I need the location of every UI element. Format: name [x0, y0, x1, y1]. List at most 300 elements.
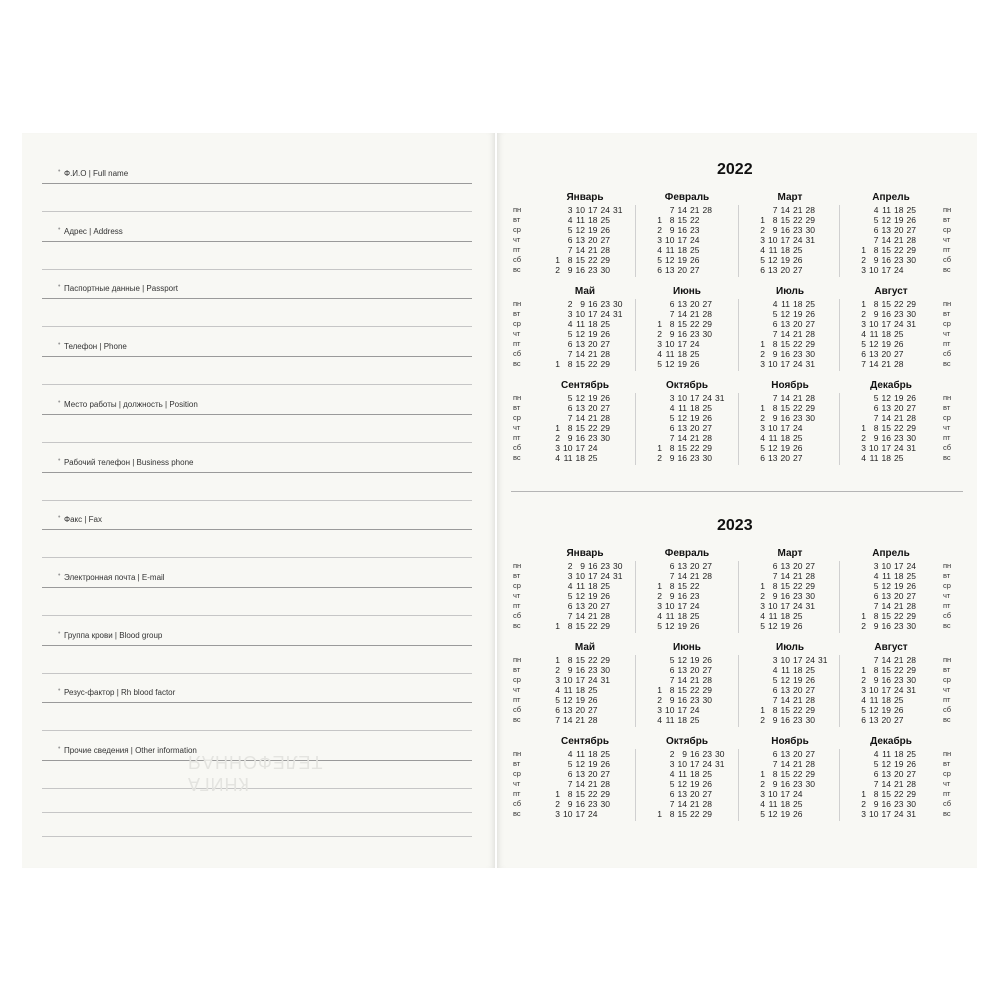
- day-cell: 22: [894, 423, 904, 433]
- write-line[interactable]: [42, 183, 472, 184]
- day-cell: 25: [690, 349, 700, 359]
- day-cell: 11: [576, 749, 585, 759]
- day-cell: 26: [702, 413, 712, 423]
- day-cell: [548, 235, 561, 245]
- day-cell: [916, 769, 929, 779]
- day-cell: 26: [702, 655, 712, 665]
- month-name: Апрель: [872, 548, 910, 559]
- day-cell: 29: [906, 611, 916, 621]
- day-cell: 31: [818, 655, 828, 665]
- day-cell: 24: [600, 571, 610, 581]
- day-cell: 9: [873, 621, 879, 631]
- day-cell: [700, 621, 713, 631]
- day-cell: 25: [906, 571, 916, 581]
- day-cell: [700, 215, 713, 225]
- day-cell: [598, 809, 611, 819]
- day-cell: 1: [760, 705, 765, 715]
- day-cell: 3: [657, 339, 662, 349]
- month-name: Декабрь: [870, 380, 912, 391]
- weekday-label: вс: [513, 359, 521, 368]
- day-cell: 6: [555, 705, 560, 715]
- day-cell: [815, 665, 828, 675]
- day-cell: 21: [793, 695, 803, 705]
- day-cell: 1: [760, 339, 765, 349]
- weekday-label: ср: [513, 413, 521, 422]
- month-name: Ноябрь: [771, 736, 809, 747]
- write-line[interactable]: [42, 730, 472, 731]
- day-cell: 4: [555, 453, 560, 463]
- day-cell: 1: [555, 655, 560, 665]
- day-cell: 18: [690, 403, 700, 413]
- day-cell: [854, 403, 867, 413]
- day-cell: 29: [805, 215, 815, 225]
- day-cell: 18: [780, 611, 790, 621]
- day-cell: 19: [677, 359, 687, 369]
- day-cell: 27: [906, 769, 916, 779]
- day-cell: [598, 695, 611, 705]
- day-cell: [916, 423, 929, 433]
- weekday-label: чт: [943, 779, 951, 788]
- day-cell: [803, 809, 816, 819]
- day-cell: 12: [677, 413, 687, 423]
- day-cell: [548, 759, 561, 769]
- day-cell: 2: [657, 225, 662, 235]
- day-cell: 13: [881, 225, 891, 235]
- day-cell: 2: [555, 799, 560, 809]
- day-cell: [548, 561, 561, 571]
- day-cell: 24: [588, 809, 598, 819]
- day-cell: 14: [881, 779, 891, 789]
- day-cell: [854, 581, 867, 591]
- month-name: Октябрь: [666, 380, 708, 391]
- day-cell: 7: [873, 779, 879, 789]
- write-line[interactable]: [42, 298, 472, 299]
- column-separator: [738, 749, 739, 821]
- day-cell: 21: [588, 349, 598, 359]
- day-cell: 26: [600, 591, 610, 601]
- day-cell: [610, 611, 623, 621]
- month-grid: [841, 205, 941, 275]
- day-cell: 25: [690, 611, 700, 621]
- day-cell: 1: [657, 319, 662, 329]
- write-line[interactable]: [42, 356, 472, 357]
- day-cell: 11: [869, 453, 879, 463]
- day-cell: [610, 245, 623, 255]
- weekday-label: ср: [943, 581, 951, 590]
- day-cell: 23: [793, 591, 803, 601]
- day-cell: 28: [600, 349, 610, 359]
- field-label: • Ф.И.О | Full name: [64, 169, 128, 178]
- day-cell: 19: [780, 255, 790, 265]
- day-cell: [548, 299, 561, 309]
- weekday-label: сб: [513, 705, 522, 714]
- day-cell: 2: [555, 665, 560, 675]
- write-line[interactable]: [42, 529, 472, 530]
- day-cell: [753, 749, 766, 759]
- day-cell: 1: [861, 789, 866, 799]
- day-cell: [803, 433, 816, 443]
- day-cell: [610, 581, 623, 591]
- day-cell: 15: [881, 611, 891, 621]
- column-separator: [635, 393, 636, 465]
- day-cell: 28: [805, 759, 815, 769]
- write-line[interactable]: [42, 384, 472, 385]
- day-cell: 1: [760, 403, 765, 413]
- month-block: [841, 379, 941, 463]
- day-cell: 21: [588, 779, 598, 789]
- write-line[interactable]: [42, 211, 472, 212]
- weekday-labels-right: [943, 749, 961, 819]
- day-cell: 27: [793, 265, 803, 275]
- day-cell: 27: [702, 789, 712, 799]
- day-cell: [712, 443, 725, 453]
- day-cell: 7: [669, 799, 675, 809]
- day-cell: 7: [772, 695, 778, 705]
- day-cell: [712, 789, 725, 799]
- day-cell: [916, 255, 929, 265]
- weekday-label: чт: [943, 329, 951, 338]
- day-cell: 1: [555, 789, 560, 799]
- day-cell: [916, 759, 929, 769]
- day-cell: [815, 393, 828, 403]
- day-cell: 17: [575, 809, 585, 819]
- day-cell: 3: [657, 705, 662, 715]
- day-cell: 22: [894, 245, 904, 255]
- day-cell: 25: [906, 205, 916, 215]
- day-cell: 5: [772, 675, 778, 685]
- day-cell: 13: [575, 769, 585, 779]
- day-cell: [610, 621, 623, 631]
- day-cell: 18: [575, 685, 585, 695]
- day-cell: 7: [772, 329, 778, 339]
- day-cell: [610, 715, 623, 725]
- day-cell: 4: [669, 403, 675, 413]
- day-cell: 14: [575, 779, 585, 789]
- month-grid: [740, 749, 840, 819]
- day-cell: 24: [690, 601, 700, 611]
- day-cell: [610, 705, 623, 715]
- day-cell: [916, 215, 929, 225]
- month-name: Февраль: [664, 192, 710, 203]
- month-block: [740, 547, 840, 631]
- day-cell: [610, 403, 623, 413]
- day-cell: 23: [600, 561, 610, 571]
- day-cell: 26: [600, 225, 610, 235]
- day-cell: [712, 769, 725, 779]
- day-cell: [610, 655, 623, 665]
- day-cell: [598, 705, 611, 715]
- day-cell: 30: [906, 621, 916, 631]
- write-line[interactable]: [42, 812, 472, 813]
- day-cell: [815, 265, 828, 275]
- day-cell: [548, 349, 561, 359]
- day-cell: 19: [690, 655, 700, 665]
- day-cell: 20: [793, 685, 803, 695]
- day-cell: 20: [690, 561, 700, 571]
- day-cell: 25: [793, 433, 803, 443]
- day-cell: 15: [677, 581, 687, 591]
- write-line[interactable]: [42, 645, 472, 646]
- day-cell: 28: [805, 571, 815, 581]
- write-line[interactable]: [42, 836, 472, 837]
- month-grid: [637, 749, 737, 819]
- day-cell: 18: [677, 715, 687, 725]
- day-cell: [916, 749, 929, 759]
- day-cell: [610, 225, 623, 235]
- day-cell: 5: [873, 215, 879, 225]
- day-cell: [700, 611, 713, 621]
- day-cell: 27: [805, 561, 815, 571]
- month-name: Август: [874, 286, 908, 297]
- write-line[interactable]: [42, 673, 472, 674]
- write-line[interactable]: [42, 472, 472, 473]
- day-cell: 18: [793, 299, 803, 309]
- write-line[interactable]: [42, 702, 472, 703]
- write-line[interactable]: [42, 788, 472, 789]
- day-cell: [803, 789, 816, 799]
- day-cell: 20: [780, 265, 790, 275]
- day-cell: 8: [772, 581, 778, 591]
- day-cell: 24: [588, 675, 598, 685]
- day-cell: [815, 759, 828, 769]
- day-cell: [598, 715, 611, 725]
- day-cell: 20: [588, 769, 598, 779]
- day-cell: 28: [894, 359, 904, 369]
- day-cell: [803, 799, 816, 809]
- write-line[interactable]: [42, 414, 472, 415]
- day-cell: 29: [805, 403, 815, 413]
- day-cell: [916, 205, 929, 215]
- day-cell: 22: [793, 769, 803, 779]
- day-cell: [712, 235, 725, 245]
- day-cell: 12: [881, 759, 891, 769]
- day-cell: 19: [881, 705, 891, 715]
- day-cell: 4: [772, 299, 778, 309]
- day-cell: 24: [793, 601, 803, 611]
- day-cell: 28: [906, 655, 916, 665]
- month-grid: [637, 205, 737, 275]
- day-cell: 17: [677, 339, 687, 349]
- day-cell: 23: [894, 309, 904, 319]
- day-cell: [712, 319, 725, 329]
- day-cell: [854, 413, 867, 423]
- day-cell: 16: [881, 309, 891, 319]
- day-cell: 21: [793, 393, 803, 403]
- weekday-label: пн: [513, 205, 522, 214]
- day-cell: [815, 591, 828, 601]
- day-cell: 11: [768, 611, 778, 621]
- day-cell: 28: [702, 309, 712, 319]
- day-cell: 7: [873, 655, 879, 665]
- day-cell: [815, 601, 828, 611]
- weekday-labels-left: [513, 561, 531, 631]
- weekday-label: вс: [943, 453, 951, 462]
- day-cell: 15: [780, 581, 790, 591]
- month-grid: [740, 561, 840, 631]
- day-cell: 30: [805, 349, 815, 359]
- day-cell: 22: [894, 789, 904, 799]
- day-cell: 16: [881, 433, 891, 443]
- day-cell: 30: [906, 309, 916, 319]
- weekday-label: пн: [943, 299, 952, 308]
- day-cell: [815, 581, 828, 591]
- day-cell: 3: [760, 789, 765, 799]
- day-cell: 24: [894, 265, 904, 275]
- day-cell: 4: [567, 319, 573, 329]
- day-cell: [815, 749, 828, 759]
- day-cell: 25: [906, 749, 916, 759]
- day-cell: 19: [894, 215, 904, 225]
- day-cell: [610, 809, 623, 819]
- field-label: • Телефон | Phone: [64, 342, 127, 351]
- day-cell: 3: [861, 265, 866, 275]
- write-line[interactable]: [42, 442, 472, 443]
- day-cell: [803, 265, 816, 275]
- day-cell: 17: [588, 309, 598, 319]
- day-cell: 18: [780, 245, 790, 255]
- day-cell: 14: [780, 695, 790, 705]
- day-cell: 8: [669, 685, 675, 695]
- month-name: Март: [777, 548, 803, 559]
- day-cell: 27: [894, 349, 904, 359]
- day-cell: 11: [869, 329, 879, 339]
- day-cell: 19: [588, 759, 598, 769]
- day-cell: 4: [760, 611, 765, 621]
- day-cell: 26: [906, 393, 916, 403]
- day-cell: 1: [657, 215, 662, 225]
- day-cell: 17: [575, 675, 585, 685]
- day-cell: 9: [669, 453, 675, 463]
- day-cell: 3: [669, 393, 675, 403]
- day-cell: 6: [669, 561, 675, 571]
- month-grid: [637, 299, 737, 369]
- day-cell: [700, 265, 713, 275]
- write-line[interactable]: [42, 557, 472, 558]
- day-cell: 29: [906, 423, 916, 433]
- write-line[interactable]: [42, 269, 472, 270]
- day-cell: 23: [894, 799, 904, 809]
- day-cell: 13: [780, 319, 790, 329]
- month-grid: [535, 393, 635, 463]
- write-line[interactable]: [42, 241, 472, 242]
- day-cell: 1: [760, 581, 765, 591]
- weekday-label: пн: [513, 561, 522, 570]
- day-cell: [753, 695, 766, 705]
- day-cell: [815, 685, 828, 695]
- day-cell: 18: [881, 453, 891, 463]
- write-line[interactable]: [42, 615, 472, 616]
- day-cell: 7: [669, 205, 675, 215]
- day-cell: 26: [906, 759, 916, 769]
- day-cell: 27: [805, 685, 815, 695]
- weekday-label: чт: [943, 685, 951, 694]
- day-cell: [610, 769, 623, 779]
- weekday-label: пн: [943, 561, 952, 570]
- day-cell: 19: [690, 779, 700, 789]
- day-cell: 15: [881, 665, 891, 675]
- day-cell: 6: [567, 403, 573, 413]
- day-cell: 14: [780, 759, 790, 769]
- day-cell: [916, 611, 929, 621]
- day-cell: [904, 349, 917, 359]
- day-cell: 6: [760, 453, 765, 463]
- weekday-label: вс: [513, 621, 521, 630]
- day-cell: 8: [669, 319, 675, 329]
- month-name: Сентябрь: [561, 380, 609, 391]
- day-cell: [610, 235, 623, 245]
- day-cell: 14: [575, 245, 585, 255]
- day-cell: 15: [780, 705, 790, 715]
- write-line[interactable]: [42, 326, 472, 327]
- month-name: Сентябрь: [561, 736, 609, 747]
- day-cell: 21: [690, 799, 700, 809]
- day-cell: 12: [575, 393, 585, 403]
- day-cell: 8: [567, 621, 573, 631]
- day-cell: 5: [861, 705, 866, 715]
- day-cell: 13: [575, 403, 585, 413]
- day-cell: [916, 265, 929, 275]
- year-title: 2023: [717, 517, 753, 534]
- day-cell: 24: [894, 443, 904, 453]
- day-cell: [650, 759, 663, 769]
- write-line[interactable]: [42, 500, 472, 501]
- day-cell: 11: [882, 749, 891, 759]
- day-cell: [854, 393, 867, 403]
- day-cell: 11: [665, 611, 675, 621]
- day-cell: 1: [657, 443, 662, 453]
- day-cell: 4: [861, 695, 866, 705]
- weekday-label: вс: [513, 715, 521, 724]
- weekday-label: вс: [513, 265, 521, 274]
- day-cell: [610, 675, 623, 685]
- day-cell: [815, 695, 828, 705]
- day-cell: 18: [588, 749, 598, 759]
- day-cell: 3: [657, 601, 662, 611]
- day-cell: 29: [906, 789, 916, 799]
- day-cell: 7: [772, 393, 778, 403]
- write-line[interactable]: [42, 587, 472, 588]
- month-grid: [841, 299, 941, 369]
- day-cell: 3: [760, 359, 765, 369]
- day-cell: [753, 205, 766, 215]
- day-cell: [815, 675, 828, 685]
- field-label: • Паспортные данные | Passport: [64, 284, 178, 293]
- day-cell: [916, 359, 929, 369]
- day-cell: [904, 329, 917, 339]
- day-cell: 5: [873, 581, 879, 591]
- day-cell: [815, 225, 828, 235]
- day-cell: 2: [567, 299, 573, 309]
- day-cell: 29: [805, 581, 815, 591]
- day-cell: 21: [793, 571, 803, 581]
- day-cell: 31: [613, 571, 623, 581]
- day-cell: 9: [772, 413, 778, 423]
- day-cell: 12: [881, 215, 891, 225]
- day-cell: 8: [567, 423, 573, 433]
- weekday-label: вт: [513, 309, 521, 318]
- day-cell: 30: [715, 749, 725, 759]
- day-cell: 12: [780, 675, 790, 685]
- day-cell: 5: [760, 255, 765, 265]
- day-cell: 28: [702, 433, 712, 443]
- day-cell: 25: [600, 749, 610, 759]
- day-cell: [712, 453, 725, 463]
- day-cell: 2: [669, 749, 675, 759]
- day-cell: 15: [677, 809, 687, 819]
- day-cell: 24: [805, 655, 815, 665]
- day-cell: 23: [600, 299, 610, 309]
- day-cell: 22: [793, 705, 803, 715]
